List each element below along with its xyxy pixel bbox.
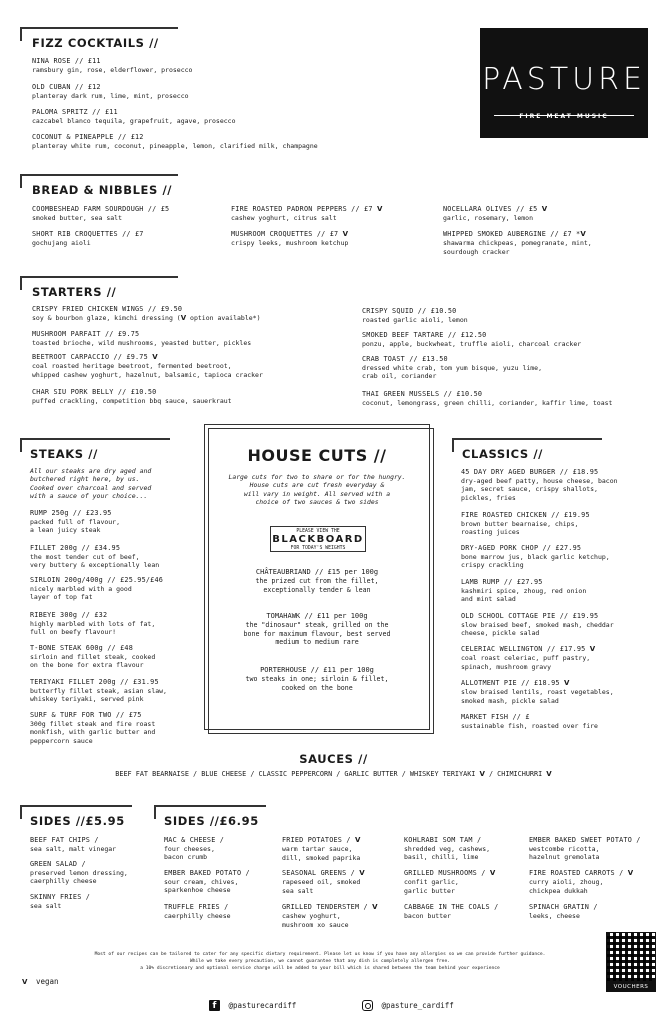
menu-item [32, 108, 236, 125]
item-name: GREEN SALAD / [30, 860, 86, 868]
menu-item [282, 903, 378, 929]
menu-item [404, 836, 490, 862]
item-desc: layer of top fat [30, 593, 93, 602]
item-desc: mushroom xo sauce [282, 920, 349, 929]
vegan-icon: V [627, 869, 634, 877]
item-desc: shawarma chickpeas, pomegranate, mint, [443, 239, 592, 248]
menu-item [30, 860, 128, 886]
bread-heading: BREAD & NIBBLES // [32, 183, 173, 197]
item-desc: cooked on the bone [281, 683, 353, 692]
item-name: 45 DAY DRY AGED BURGER // £18.95 [461, 468, 599, 476]
item-desc: brown butter bearnaise, chips, [461, 519, 579, 528]
menu-item [32, 330, 251, 347]
sides1-heading: SIDES //£5.95 [30, 814, 125, 828]
menu-item [30, 644, 155, 670]
item-name: SPINACH GRATIN / [529, 903, 598, 911]
menu-item [529, 903, 598, 920]
item-name: MARKET FISH // £ [461, 713, 530, 721]
menu-item [32, 83, 189, 100]
item-name: CRISPY FRIED CHICKEN WINGS // £9.50 [32, 305, 183, 313]
item-name: WHIPPED SMOKED AUBERGINE // £7 * [443, 230, 581, 238]
menu-item [362, 390, 612, 407]
item-desc: two steaks in one; sirloin & fillet, [245, 675, 389, 684]
menu-item [32, 388, 232, 405]
item-name: FIRE ROASTED CHICKEN // £19.95 [461, 511, 590, 519]
fizz-heading: FIZZ COCKTAILS // [32, 36, 159, 50]
footer-note: Most of our recipes can be tailored to cater for any specific dietary requirement. Please let us know if you have any allergies so we can provide further guidance. [94, 952, 546, 957]
steaks-intro [30, 467, 151, 501]
vegan-icon: V [564, 679, 570, 687]
vegan-icon: V [359, 869, 365, 877]
item-name: TRUFFLE FRIES / [164, 903, 229, 911]
facebook-link[interactable] [209, 1000, 296, 1011]
sauces-list [0, 770, 667, 779]
item-name: T-BONE STEAK 600g // £48 [30, 644, 134, 652]
item-desc: smoked mash, pickle salad [461, 696, 559, 705]
item-name: NOCELLARA OLIVES // £5 [443, 205, 538, 213]
item-name: SURF & TURF FOR TWO // £75 [30, 711, 142, 719]
facebook-icon: f [209, 1000, 220, 1011]
item-name: RIBEYE 300g // £32 [30, 611, 108, 619]
menu-item [461, 713, 598, 730]
item-desc: ramsbury gin, rose, elderflower, prosecco [32, 65, 193, 74]
item-desc: the prized cut from the fillet, [255, 577, 379, 586]
menu-item [30, 893, 90, 910]
menu-item [404, 869, 495, 895]
item-name: SIRLOIN 200g/400g // £25.95/£46 [30, 576, 164, 584]
item-desc: sparkenhoe cheese [164, 886, 231, 895]
item-desc: sea salt, malt vinegar [30, 844, 117, 853]
menu-item [32, 205, 169, 222]
item-desc: 300g fillet steak and fire roast [30, 719, 156, 728]
item-desc: four cheeses, [164, 844, 215, 853]
item-desc: very buttery & exceptionally lean [30, 561, 160, 570]
item-name: CHAR SIU PORK BELLY // £10.50 [32, 388, 157, 396]
item-name: DRY-AGED PORK CHOP // £27.95 [461, 544, 582, 552]
item-name: MAC & CHEESE / [164, 836, 225, 844]
item-desc: garlic, rosemary, lemon [443, 214, 534, 223]
intro-line: with a sauce of your choice... [30, 492, 148, 501]
item-desc: bone marrow jus, black garlic ketchup, [461, 552, 610, 561]
intro-line: Large cuts for two to share or for the hungry. [228, 473, 406, 481]
item-desc: smoked butter, sea salt [32, 213, 123, 222]
item-desc: and mint salad [461, 595, 516, 604]
item-name: OLD CUBAN // £12 [32, 83, 101, 91]
item-name: BEEF FAT CHIPS / [30, 836, 99, 844]
item-desc: crispy leeks, mushroom ketchup [231, 239, 349, 248]
item-name: KOHLRABI SOM TAM / [404, 836, 482, 844]
item-name: FRIED POTATOES / [282, 836, 351, 844]
item-desc: leeks, cheese [529, 911, 580, 920]
menu-item [164, 869, 250, 895]
item-desc: sustainable fish, roasted over fire [461, 721, 598, 730]
item-desc: garlic butter [404, 886, 455, 895]
item-desc: nicely marbled with a good [30, 584, 132, 593]
item-name: CRAB TOAST // £13.50 [362, 355, 448, 363]
item-name: SMOKED BEEF TARTARE // £12.50 [362, 331, 487, 339]
item-desc: sour cream, chives, [164, 877, 239, 886]
menu-item [231, 205, 383, 223]
item-desc: monkfish, with garlic butter and [30, 728, 156, 737]
item-desc: packed full of flavour, [30, 517, 121, 526]
intro-line: Cooked over charcoal and served [30, 483, 152, 492]
item-name: GRILLED TENDERSTEM / [282, 903, 368, 911]
sauces-text: / CHIMICHURRI [484, 770, 547, 778]
item-name: FIRE ROASTED CARROTS / [529, 869, 624, 877]
item-desc: the "dinosaur" steak, grilled on the [245, 621, 389, 630]
instagram-link[interactable] [362, 1000, 454, 1011]
item-name: LAMB RUMP // £27.95 [461, 578, 543, 586]
vegan-icon: V [180, 313, 187, 322]
item-desc: butterfly fillet steak, asian slaw, [30, 686, 167, 695]
facebook-handle: @pasturecardiff [228, 1000, 297, 1010]
menu-item [32, 133, 318, 150]
starters-heading: STARTERS // [32, 285, 117, 299]
item-desc: bacon butter [404, 911, 451, 920]
item-name: CELERIAC WELLINGTON // £17.95 [461, 645, 586, 653]
item-name: BEETROOT CARPACCIO // £9.75 [32, 353, 148, 361]
item-desc: kashmiri spice, zhoug, red onion [461, 586, 587, 595]
vegan-legend [22, 977, 59, 987]
item-name: PALOMA SPRITZ // £11 [32, 108, 118, 116]
menu-item [204, 568, 430, 594]
menu-item [404, 903, 498, 920]
item-name: ALLOTMENT PIE // £18.95 [461, 679, 560, 687]
item-desc: basil, chilli, lime [404, 853, 479, 862]
logo-subtitle: FIRE MEAT MUSIC [519, 113, 609, 120]
item-desc: cazcabel blanco tequila, grapefruit, agave, prosecco [32, 116, 236, 125]
item-name: THAI GREEN MUSSELS // £10.50 [362, 390, 483, 398]
menu-item [461, 468, 618, 502]
item-name: CABBAGE IN THE COALS / [404, 903, 499, 911]
item-desc: bacon crumb [164, 853, 208, 862]
item-desc: warm tartar sauce, [282, 845, 353, 854]
item-desc: hazelnut gremolata [529, 853, 600, 862]
item-desc: bone for maximum flavour, best served [243, 629, 391, 638]
intro-line: butchered right here, by us. [30, 475, 140, 484]
vegan-icon: V [152, 353, 158, 361]
item-desc: cheese, pickle salad [461, 629, 540, 638]
menu-item [529, 869, 633, 895]
item-desc: dressed white crab, tom yum bisque, yuzu lime, [362, 363, 543, 372]
item-name: PORTERHOUSE // £11 per 100g [260, 666, 374, 674]
pasture-logo [480, 28, 648, 138]
vegan-icon: V [372, 903, 378, 911]
vegan-icon: V [376, 205, 383, 213]
instagram-icon [362, 1000, 373, 1011]
menu-item [32, 230, 144, 247]
logo-rule [494, 115, 634, 116]
item-desc: cashew yoghurt, [282, 912, 341, 921]
vegan-icon: V [489, 869, 496, 877]
item-desc: shredded veg, cashews, [404, 844, 491, 853]
item-desc: slow braised beef, smoked mash, cheddar [461, 620, 614, 629]
item-desc: preserved lemon dressing, [30, 868, 128, 877]
house-cuts-heading: HOUSE CUTS // [247, 446, 387, 465]
item-desc: ponzu, apple, buckwheat, truffle aioli, charcoal cracker [362, 339, 582, 348]
menu-item [443, 230, 592, 256]
item-desc: peppercorn sauce [30, 736, 93, 745]
item-desc: jam, secret sauce, crispy shallots, [461, 485, 598, 494]
item-desc: sea salt [282, 886, 314, 895]
item-desc: rapeseed oil, smoked [282, 878, 361, 887]
item-name: MUSHROOM PARFAIT // £9.75 [32, 330, 140, 338]
intro-line: choice of two sauces & two sides [255, 497, 379, 506]
item-desc: planteray white rum, coconut, pineapple, lemon, clarified milk, champagne [32, 141, 318, 150]
vegan-icon: V [342, 230, 349, 238]
menu-item [30, 711, 155, 745]
menu-item [282, 869, 365, 895]
menu-item [362, 355, 542, 381]
item-desc: sirloin and fillet steak, cooked [30, 652, 156, 661]
item-desc: dry-aged beef patty, house cheese, bacon [461, 476, 618, 485]
item-name: EMBER BAKED SWEET POTATO / [529, 836, 641, 844]
item-name: RUMP 250g // £23.95 [30, 509, 112, 517]
item-name: SHORT RIB CROQUETTES // £7 [32, 230, 144, 238]
menu-item [30, 836, 116, 853]
item-name: TERIYAKI FILLET 200g // £31.95 [30, 678, 159, 686]
steaks-heading: STEAKS // [30, 447, 98, 461]
footer-note: While we take every precaution, we cannot guarantee that any dish is completely allergen free. [190, 959, 450, 965]
menu-item [461, 645, 595, 671]
vegan-icon: V [354, 836, 361, 844]
item-desc: sourdough cracker [443, 247, 510, 256]
instagram-handle: @pasture_cardiff [381, 1000, 454, 1010]
sides2-heading: SIDES //£6.95 [164, 814, 259, 828]
menu-item [461, 679, 614, 705]
item-desc: planteray dark rum, lime, mint, prosecco [32, 91, 189, 100]
menu-item [32, 353, 263, 379]
item-desc: crab oil, coriander [362, 372, 437, 381]
menu-item [30, 576, 163, 602]
logo-title: PASTURE [482, 62, 646, 97]
menu-item [32, 57, 192, 74]
item-desc: dill, smoked paprika [282, 853, 361, 862]
item-desc: whiskey teriyaki, served pink [30, 695, 144, 704]
item-desc-tail: option available*) [186, 313, 261, 322]
item-name: NINA ROSE // £11 [32, 57, 101, 65]
item-desc: on the bone for extra flavour [30, 661, 144, 670]
item-name: SKINNY FRIES / [30, 893, 91, 901]
menu-item [282, 836, 361, 862]
item-name: FIRE ROASTED PADRON PEPPERS // £7 [231, 205, 373, 213]
menu-item [461, 612, 614, 638]
menu-item [362, 331, 581, 348]
item-desc: medium to medium rare [275, 638, 359, 647]
item-desc: slow braised lentils, roast vegetables, [461, 688, 614, 697]
vegan-icon: V [22, 978, 28, 986]
item-desc: coal roast celeriac, puff pastry, [461, 654, 591, 663]
classics-heading: CLASSICS // [462, 447, 543, 461]
footer-notes [40, 951, 600, 972]
item-name: COCONUT & PINEAPPLE // £12 [32, 133, 144, 141]
menu-item [30, 678, 167, 704]
item-desc: toasted brioche, wild mushrooms, yeasted butter, pickles [32, 338, 252, 347]
item-name: FILLET 200g // £34.95 [30, 544, 121, 552]
vegan-icon: V [541, 205, 548, 213]
menu-item [231, 230, 348, 248]
item-desc: coal roasted heritage beetroot, fermented beetroot, [32, 362, 232, 371]
vegan-icon: V [589, 645, 596, 653]
sauces-heading: SAUCES // [299, 752, 368, 766]
item-name: EMBER BAKED POTATO / [164, 869, 250, 877]
item-desc: sea salt [30, 901, 62, 910]
vegan-icon: V [546, 770, 552, 778]
menu-item [461, 511, 590, 537]
blackboard-top: PLEASE VIEW THE [296, 529, 340, 534]
house-intro [204, 473, 430, 506]
item-desc: spinach, mushroom gravy [461, 662, 552, 671]
blackboard-bottom: FOR TODAY'S WEIGHTS [290, 546, 346, 552]
menu-item [164, 903, 231, 920]
menu-item [204, 666, 430, 692]
menu-item [164, 836, 224, 862]
menu-item [30, 544, 159, 570]
item-desc: whipped cashew yoghurt, hazelnut, balsamic, tapioca cracker [32, 370, 263, 379]
item-desc: curry aioli, zhoug, [529, 878, 604, 887]
menu-item [461, 544, 610, 570]
menu-item [30, 509, 120, 535]
item-desc: chickpea dukkah [529, 886, 588, 895]
item-desc: cashew yoghurt, citrus salt [231, 214, 337, 223]
item-desc: highly marbled with lots of fat, [30, 619, 156, 628]
menu-item [32, 305, 261, 323]
menu-item [461, 578, 586, 604]
menu-item [204, 612, 430, 647]
item-desc: crispy crackling [461, 561, 524, 570]
item-desc: the most tender cut of beef, [30, 552, 140, 561]
item-desc: gochujang aioli [32, 238, 91, 247]
item-name: SEASONAL GREENS / [282, 869, 355, 877]
footer-note: a 10% discretionary and optional service charge will be added to your bill which is shared between the team behind your experience [140, 966, 500, 972]
item-name: TOMAHAWK // £11 per 100g [266, 612, 368, 620]
item-desc: exceptionally tender & lean [263, 585, 371, 594]
intro-line: All our steaks are dry aged and [30, 467, 152, 475]
item-name: GRILLED MUSHROOMS / [404, 869, 486, 877]
item-desc: puffed crackling, competition bbq sauce, sauerkraut [32, 396, 232, 405]
item-desc: caerphilly cheese [164, 911, 231, 920]
item-desc: soy & bourbon glaze, kimchi dressing ( [32, 313, 181, 322]
sauces-text: BEEF FAT BEARNAISE / BLUE CHEESE / CLASSIC PEPPERCORN / GARLIC BUTTER / WHISKEY TERIYAKI [115, 770, 476, 778]
vegan-icon: V [479, 770, 485, 778]
vegan-icon: V [580, 230, 586, 238]
item-desc: confit garlic, [404, 878, 459, 887]
item-desc: westcombe ricotta, [529, 844, 600, 853]
vegan-label: vegan [35, 977, 59, 986]
item-desc: a lean juicy steak [30, 526, 101, 535]
menu-item [443, 205, 547, 223]
item-desc: pickles, fries [461, 493, 516, 502]
menu-item [362, 307, 468, 324]
item-name: OLD SCHOOL COTTAGE PIE // £19.95 [461, 612, 599, 620]
vouchers-label: VOUCHERS [606, 982, 656, 992]
intro-line: will vary in weight. All served with a [243, 489, 391, 498]
item-desc: caerphilly cheese [30, 877, 97, 886]
blackboard-badge [270, 526, 366, 552]
menu-item [529, 836, 641, 862]
item-name: COOMBESHEAD FARM SOURDOUGH // £5 [32, 205, 170, 213]
item-desc: roasted garlic aioli, lemon [362, 315, 468, 324]
intro-line: House cuts are cut fresh everyday & [249, 481, 385, 490]
item-desc: full on beefy flavour! [30, 628, 117, 637]
menu-item [30, 611, 155, 637]
item-name: CRISPY SQUID // £10.50 [362, 307, 457, 315]
item-desc: roasting juices [461, 528, 520, 537]
item-name: MUSHROOM CROQUETTES // £7 [231, 230, 339, 238]
item-name: CHÂTEAUBRIAND // £15 per 100g [255, 568, 379, 576]
vouchers-qr-code[interactable] [606, 932, 656, 982]
blackboard-main: BLACKBOARD [272, 534, 364, 546]
item-desc: coconut, lemongrass, green chilli, coriander, kaffir lime, toast [362, 398, 613, 407]
